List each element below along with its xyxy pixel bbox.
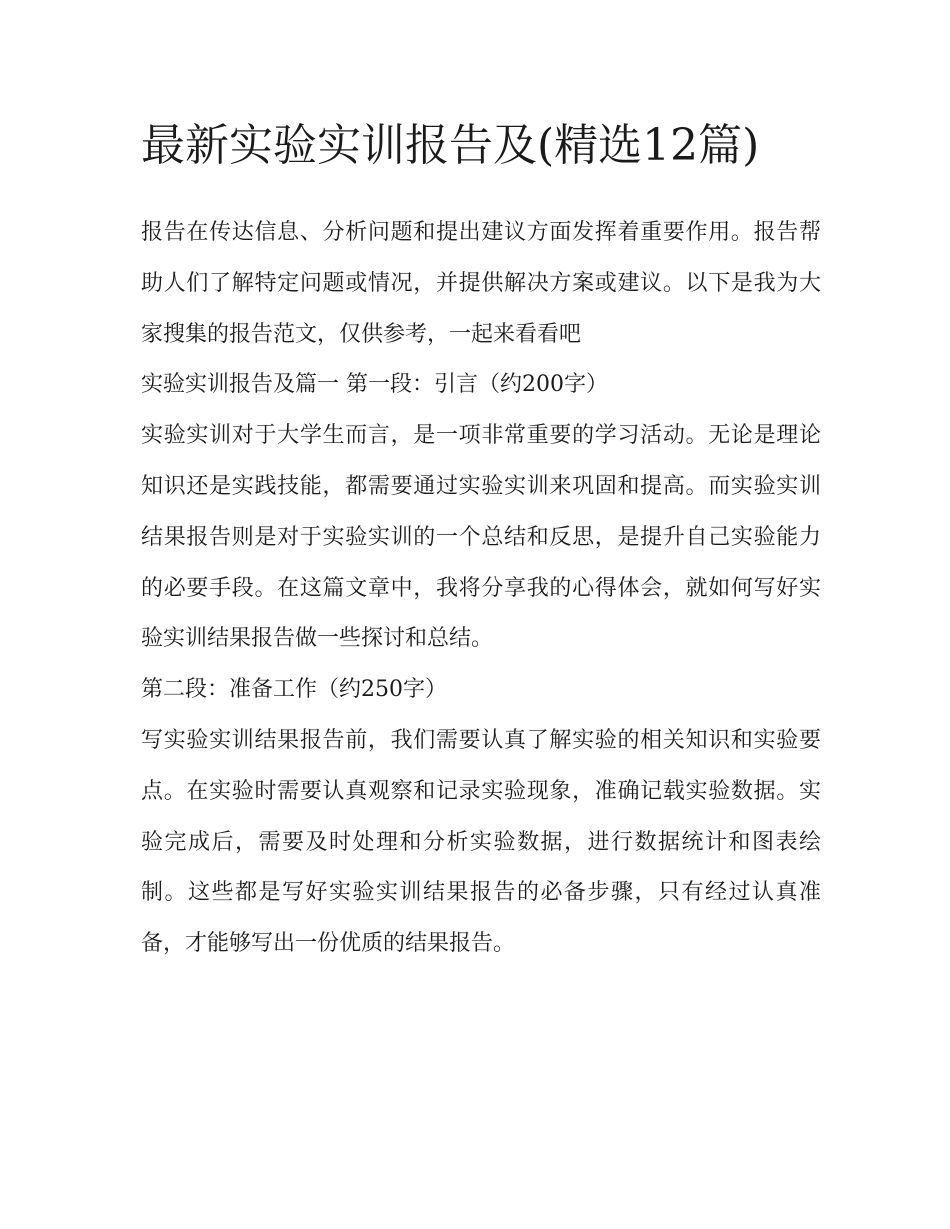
paragraph-section-1: 实验实训对于大学生而言，是一项非常重要的学习活动。无论是理论知识还是实践技能，都需要通过实验实训来巩固和提高。而实验实训结果报告则是对于实验实训的一个总结和反思，是提升自己实验能力的必要手段。在这篇文章中，我将分享我的心得体会，就如何写好实验实训结果报告做一些探讨和总结。 xyxy=(141,423,821,652)
document-title: 最新实验实训报告及(精选12篇) xyxy=(141,120,760,171)
paragraph-section-2: 写实验实训结果报告前，我们需要认真了解实验的相关知识和实验要点。在实验时需要认真观察和记录实验现象，准确记载实验数据。实验完成后，需要及时处理和分析实验数据，进行数据统计和图表绘制。这些都是写好实验实训结果报告的必备步骤，只有经过认真准备，才能够写出一份优质的结果报告。 xyxy=(141,727,821,957)
section-heading-2: 第二段：准备工作（约250字） xyxy=(141,677,447,703)
document-body xyxy=(141,110,821,970)
paragraph-intro: 报告在传达信息、分析问题和提出建议方面发挥着重要作用。报告帮助人们了解特定问题或情况，并提供解决方案或建议。以下是我为大家搜集的报告范文，仅供参考，一起来看看吧 xyxy=(141,220,821,347)
section-heading-1: 实验实训报告及篇一 第一段：引言（约200字） xyxy=(141,372,608,398)
